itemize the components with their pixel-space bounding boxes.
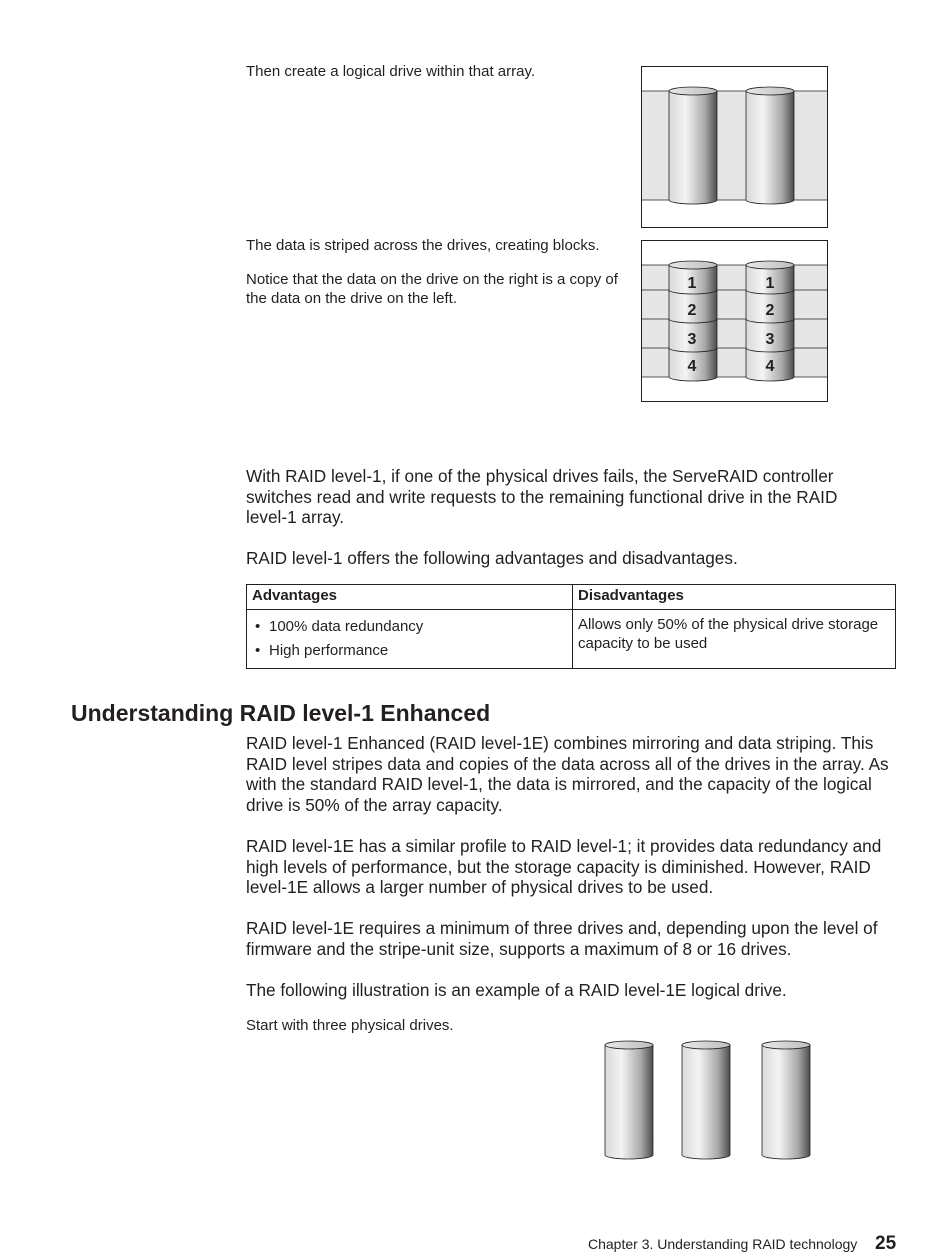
block-label-right-1: 1 (765, 275, 775, 292)
figure3-caption: Start with three physical drives. (246, 1017, 454, 1034)
raid1-failover-paragraph: With RAID level-1, if one of the physical drives fails, the ServeRAID controller switches read and write requests to the remaining functional drive in the RAID level-1 array. (246, 466, 838, 527)
chapter-footer: Chapter 3. Understanding RAID technology (588, 1236, 858, 1252)
three-drives-figure (600, 1038, 820, 1169)
block-label-right-3: 3 (765, 331, 775, 348)
raid1e-requirements-paragraph: RAID level-1E requires a minimum of three drives and, depending upon the level of firmware and the stripe-unit size, supports a maximum of 8 or 16 drives. (246, 918, 878, 959)
striped-blocks-figure (641, 240, 828, 402)
drive-2 (682, 1041, 730, 1159)
block-label-right-2: 2 (765, 302, 775, 319)
advantage-item: • 100% data redundancy (252, 615, 567, 639)
advantages-cell (247, 610, 573, 669)
advantages-header: Advantages (247, 585, 573, 610)
disadvantages-cell: Allows only 50% of the physical drive storage capacity to be used (573, 610, 896, 669)
page-number: 25 (875, 1233, 897, 1254)
drive-left (669, 87, 717, 204)
raid1e-profile-paragraph: RAID level-1E has a similar profile to RAID level-1; it provides data redundancy and high levels of performance, but the storage capacity is diminished. However, RAID level-1E allows a larger number of physical drives to be used. (246, 836, 882, 897)
drive-right (746, 87, 794, 204)
two-drives-illustration (642, 67, 827, 227)
block-label-left-1: 1 (687, 275, 697, 292)
figure2-caption-2: Notice that the data on the drive on the right is a copy of the data on the drive on the left. (246, 271, 618, 307)
figure1-caption: Then create a logical drive within that array. (246, 63, 536, 80)
raid1-advantages-intro: RAID level-1 offers the following advantages and disadvantages. (246, 548, 738, 568)
advantage-item: • High performance (252, 639, 567, 663)
drive-1 (605, 1041, 653, 1159)
raid1e-intro-paragraph: RAID level-1 Enhanced (RAID level-1E) combines mirroring and data striping. This RAID level stripes data and copies of the data across all of the drives in the array. As with the standard RAID level-1, the data is mirrored, and the capacity of the logical drive is 50% of the array capacity. (246, 733, 889, 815)
drive-3 (762, 1041, 810, 1159)
array-logical-drive-figure (641, 66, 828, 228)
striped-drives-illustration (642, 241, 827, 401)
figure2-caption-1: The data is striped across the drives, creating blocks. (246, 237, 600, 254)
block-label-left-3: 3 (687, 331, 697, 348)
section-heading: Understanding RAID level-1 Enhanced (71, 700, 491, 726)
advantages-table (246, 584, 896, 669)
disadvantages-header: Disadvantages (573, 585, 896, 610)
block-label-left-4: 4 (687, 358, 697, 375)
block-label-right-4: 4 (765, 358, 775, 375)
raid1e-illustration-intro: The following illustration is an example of a RAID level-1E logical drive. (246, 980, 787, 1000)
block-label-left-2: 2 (687, 302, 697, 319)
three-drives-illustration (600, 1038, 820, 1164)
